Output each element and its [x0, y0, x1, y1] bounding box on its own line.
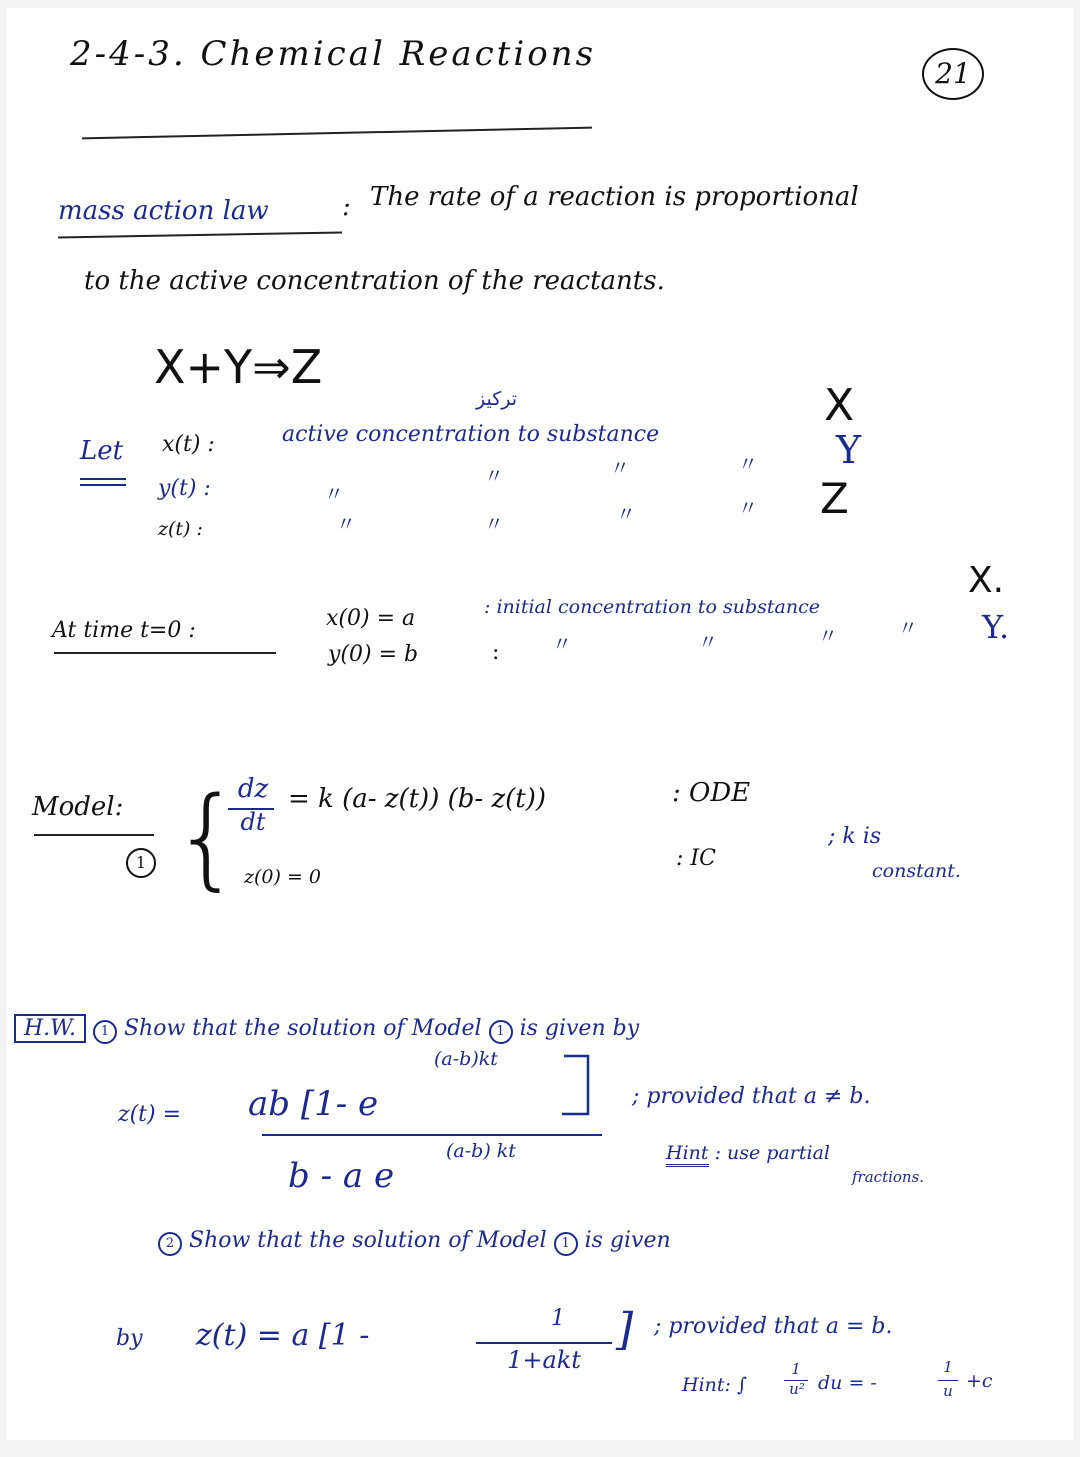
hw2-hint-mid: du = - [818, 1372, 877, 1394]
hw2-lhs: z(t) = a [1 - [196, 1318, 370, 1353]
initial-label: At time t=0 : [52, 618, 196, 643]
law-underline [58, 232, 342, 239]
ic-equation: z(0) = 0 [244, 866, 322, 888]
hw1-text: Show that the solution of Model [123, 1016, 482, 1041]
hw1-model-number: 1 [489, 1020, 513, 1044]
hw1-denominator: b - a e [288, 1156, 395, 1196]
page-title: 2-4-3. Chemical Reactions [70, 34, 597, 74]
hw2-hint: Hint: ∫ [682, 1374, 747, 1396]
let-underline-1 [80, 478, 126, 480]
ditto-y0-1: 〃 [552, 632, 572, 656]
hw1-numerator-exponent: (a-b)kt [434, 1048, 498, 1070]
ditto-z-3: 〃 [616, 502, 636, 526]
hw2-model-number: 1 [554, 1232, 578, 1256]
hw1-number: 1 [93, 1020, 117, 1044]
y0-colon: : [492, 640, 500, 665]
x0-variable: X. [968, 560, 1005, 601]
ditto-y-2: 〃 [484, 464, 504, 488]
ditto-z-2: 〃 [484, 512, 504, 536]
ditto-y0-4: 〃 [898, 616, 918, 640]
ditto-y-3: 〃 [610, 456, 630, 480]
notebook-page [6, 8, 1074, 1440]
y0-variable: Y. [982, 608, 1010, 646]
hw2-close-bracket: ] [616, 1304, 634, 1355]
y0-equation: y(0) = b [328, 642, 419, 667]
hw2-hint-frac2-den: u [943, 1382, 953, 1400]
ditto-y-4: 〃 [738, 452, 758, 476]
y-symbol: y(t) : [158, 476, 211, 501]
model-number-circle: 1 [126, 848, 156, 878]
hw1-close-bracket [554, 1048, 594, 1122]
let-label: Let [80, 436, 124, 466]
model-underline [34, 834, 154, 836]
hw1-hint-text2: fractions. [852, 1168, 925, 1186]
ditto-y-1: 〃 [324, 482, 344, 506]
page-number: 21 [922, 48, 984, 100]
hw2-hint-frac-den: u² [789, 1380, 805, 1398]
hw1-hint-text: : use partial [714, 1142, 830, 1164]
hw2-fraction-numerator: 1 [551, 1306, 565, 1331]
hw2-hint-frac2-bar [938, 1380, 958, 1381]
hw1-fraction-bar [262, 1134, 602, 1136]
ode-lhs-denominator: dt [240, 808, 266, 836]
hw2-fraction-bar [476, 1342, 612, 1344]
reaction-equation: X+Y⇒Z [154, 340, 323, 394]
hw1-numerator: ab [1- e [248, 1084, 379, 1124]
x-description: active concentration to substance [282, 422, 660, 447]
ode-lhs-numerator: dz [237, 774, 269, 804]
model-brace: { [172, 773, 242, 901]
hw2-fraction-denominator: 1+akt [507, 1346, 581, 1374]
hw2-hint-frac2-num: 1 [943, 1358, 953, 1376]
law-line1: The rate of a reaction is proportional [370, 182, 859, 212]
x0-description: : initial concentration to substance [484, 596, 820, 618]
law-line2: to the active concentration of the reactants. [84, 266, 665, 296]
hw1-hint [666, 1142, 830, 1164]
hw2-line [158, 1228, 671, 1256]
hw1-hint-label: Hint [666, 1142, 709, 1167]
ode-tag: : ODE [672, 778, 751, 808]
let-underline-2 [80, 484, 126, 486]
law-colon: : [342, 192, 351, 222]
z-variable: Z [820, 474, 849, 523]
hw2-hint-frac-num: 1 [791, 1360, 801, 1378]
ditto-y0-2: 〃 [698, 630, 718, 654]
ic-tag: : IC [676, 846, 716, 871]
hw2-hint-end: +c [966, 1370, 993, 1392]
hw2-tail: is given [584, 1228, 671, 1253]
ditto-z-4: 〃 [738, 496, 758, 520]
ode-rhs: = k (a- z(t)) (b- z(t)) [288, 784, 547, 814]
k-note-line2: constant. [872, 860, 961, 882]
x-symbol: x(t) : [162, 432, 215, 457]
hw-box: H.W. [14, 1014, 86, 1043]
hw1-lhs: z(t) = [118, 1102, 182, 1127]
hw2-text: Show that the solution of Model [189, 1228, 547, 1253]
law-term: mass action law [58, 196, 269, 226]
y-variable: Y [836, 428, 862, 472]
arabic-note: تركيز [476, 388, 518, 410]
hw2-by: by [116, 1326, 143, 1351]
hw1-denominator-exponent: (a-b) kt [446, 1140, 516, 1162]
x0-equation: x(0) = a [326, 606, 416, 631]
k-note-line1: ; k is [828, 824, 882, 849]
x-variable: X [824, 380, 855, 431]
hw2-condition: ; provided that a = b. [654, 1314, 893, 1339]
hw1-line [14, 1016, 639, 1044]
hw1-tail: is given by [519, 1016, 640, 1041]
model-number [126, 848, 156, 878]
hw1-condition: ; provided that a ≠ b. [632, 1084, 871, 1109]
ditto-z-1: 〃 [336, 512, 356, 536]
title-underline [82, 127, 592, 140]
hw2-number: 2 [158, 1232, 182, 1256]
z-symbol: z(t) : [158, 518, 203, 540]
ditto-y0-3: 〃 [818, 624, 838, 648]
initial-underline [54, 652, 276, 654]
model-label: Model: [32, 792, 124, 822]
